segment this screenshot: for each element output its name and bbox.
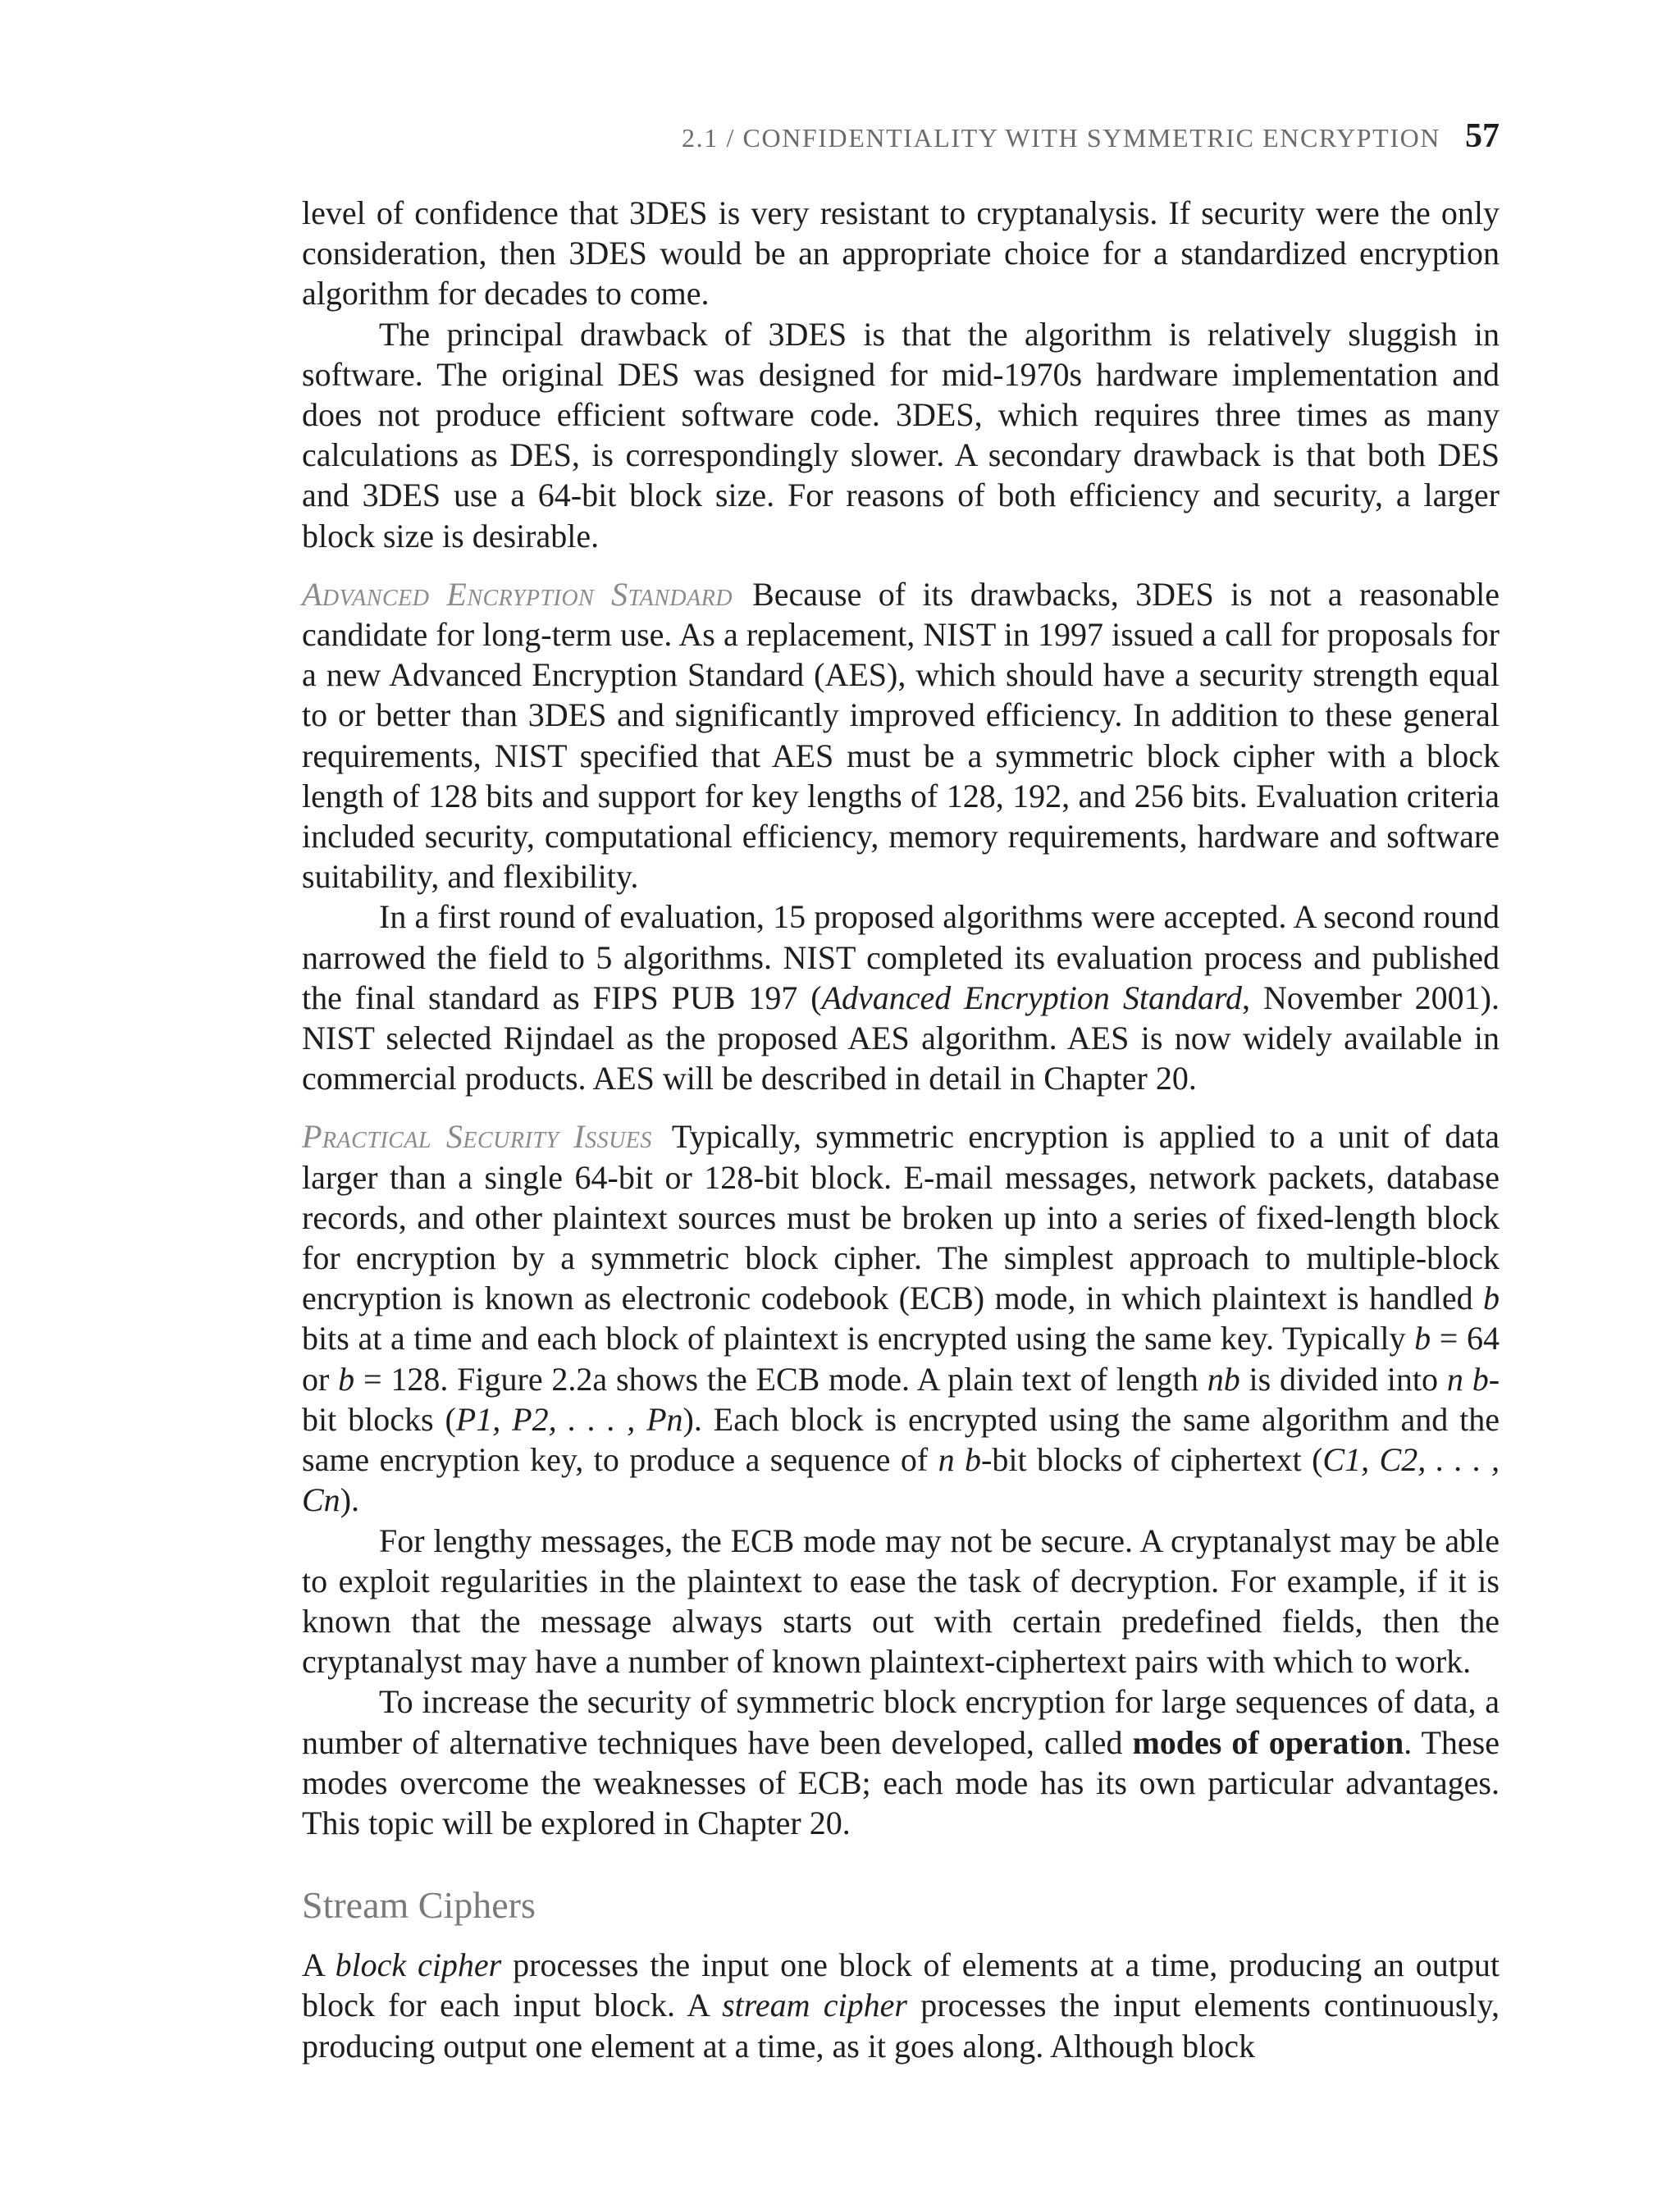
paragraph-3des-confidence: level of confidence that 3DES is very resistant to cryptanalysis. If security were the only consideration, then 3DES would be an appropriate choice for a standardized encryption algorithm for decades to come. [302, 194, 1500, 313]
bold-term: modes of operation [1132, 1723, 1404, 1761]
math-var: nb [1207, 1360, 1240, 1398]
section-heading-stream-ciphers: Stream Ciphers [302, 1884, 536, 1927]
page-number: 57 [1465, 117, 1500, 155]
running-title: 2.1 / CONFIDENTIALITY WITH SYMMETRIC ENCRYPTION [682, 123, 1440, 153]
paragraph-aes-intro [302, 574, 1500, 897]
math-var: b [1414, 1320, 1431, 1357]
running-head [304, 116, 1500, 163]
term-stream-cipher: stream cipher [722, 1987, 907, 2024]
runin-heading-practical: Practical Security Issues [302, 1118, 652, 1156]
paragraph-ecb-weakness: For lengthy messages, the ECB mode may not be secure. A cryptanalyst may be able to exploit regularities in the plaintext to ease the task of decryption. For example, if it is known that the message always starts out with certain predefined fields, then the cryptanalyst may have a number of known plaintext-ciphertext pairs with which to work. [302, 1522, 1500, 1681]
math-var: b [338, 1360, 355, 1398]
paragraph-aes-evaluation: In a first round of evaluation, 15 proposed algorithms were accepted. A second round narrowed the field to 5 algorithms. NIST completed its evaluation process and published the final standard as FIPS PUB 197 (Advanced Encryption Standard, November 2001). NIST selected Rijndael as the proposed AES algorithm. AES is now widely available in commercial products. AES will be described in detail in Chapter 20. [302, 898, 1500, 1097]
ciphertext-blocks: C1, C2, . . . , Cn [302, 1441, 1500, 1519]
paragraph-stream-ciphers: A block cipher processes the input one block of elements at a time, producing an output block for each input block. A stream cipher processes the input elements continuously, producing output one element at a time, as it goes along. Although block [302, 1946, 1500, 2065]
math-var: b [1483, 1280, 1500, 1317]
paragraph-3des-drawback: The principal drawback of 3DES is that the algorithm is relatively sluggish in software. The original DES was designed for mid-1970s hardware implementation and does not produce efficient software code. 3DES, which requires three times as many calculations as DES, is correspondingly slower. A secondary drawback is that both DES and 3DES use a 64-bit block size. For reasons of both efficiency and security, a larger block size is desirable. [302, 315, 1500, 554]
body-text [302, 193, 1500, 2066]
paragraph-modes-of-operation: To increase the security of symmetric block encryption for large sequences of data, a number of alternative techniques have been developed, called modes of operation. These modes overcome the weaknesses of ECB; each mode has its own particular advantages. This topic will be explored in Chapter 20. [302, 1683, 1500, 1841]
runin-heading-aes: Advanced Encryption Standard [302, 575, 733, 613]
plaintext-blocks: P1, P2, . . . , Pn [455, 1400, 683, 1438]
aes-intro-text: Because of its drawbacks, 3DES is not a reasonable candidate for long-term use. As a replacement, NIST in 1997 issued a call for proposals for a new Advanced Encryption Standard (AES), which should have a security strength equal to or better than 3DES and significantly improved efficiency. In addition to these general requirements, NIST specified that AES must be a symmetric block cipher with a block length of 128 bits and support for key lengths of 128, 192, and 256 bits. Evaluation criteria included security, computational efficiency, memory requirements, hardware and software suitability, and flexibility. [302, 575, 1500, 896]
paragraph-practical-security: Practical Security Issues Typically, symmetric encryption is applied to a unit of data larger than a single 64-bit or 128-bit block. E-mail messages, network packets, database records, and other plaintext sources must be broken up into a series of fixed-length block for encryption by a symmetric block cipher. The simplest approach to multiple-block encryption is known as electronic codebook (ECB) mode, in which plaintext is handled b bits at a time and each block of plaintext is encrypted using the same key. Typically b = 64 or b = 128. Figure 2.2a shows the ECB mode. A plain text of length nb is divided into n b-bit blocks (P1, P2, . . . , Pn). Each block is encrypted using the same algorithm and the same encryption key, to produce a sequence of n b-bit blocks of ciphertext (C1, C2, . . . , Cn). [302, 1118, 1500, 1519]
math-var: n [938, 1441, 955, 1479]
math-var: b [965, 1441, 982, 1479]
math-var: b [1472, 1360, 1489, 1398]
term-block-cipher: block cipher [335, 1946, 502, 1984]
citation-title: Advanced Encryption Standard [821, 979, 1243, 1016]
math-var: n [1446, 1360, 1463, 1398]
